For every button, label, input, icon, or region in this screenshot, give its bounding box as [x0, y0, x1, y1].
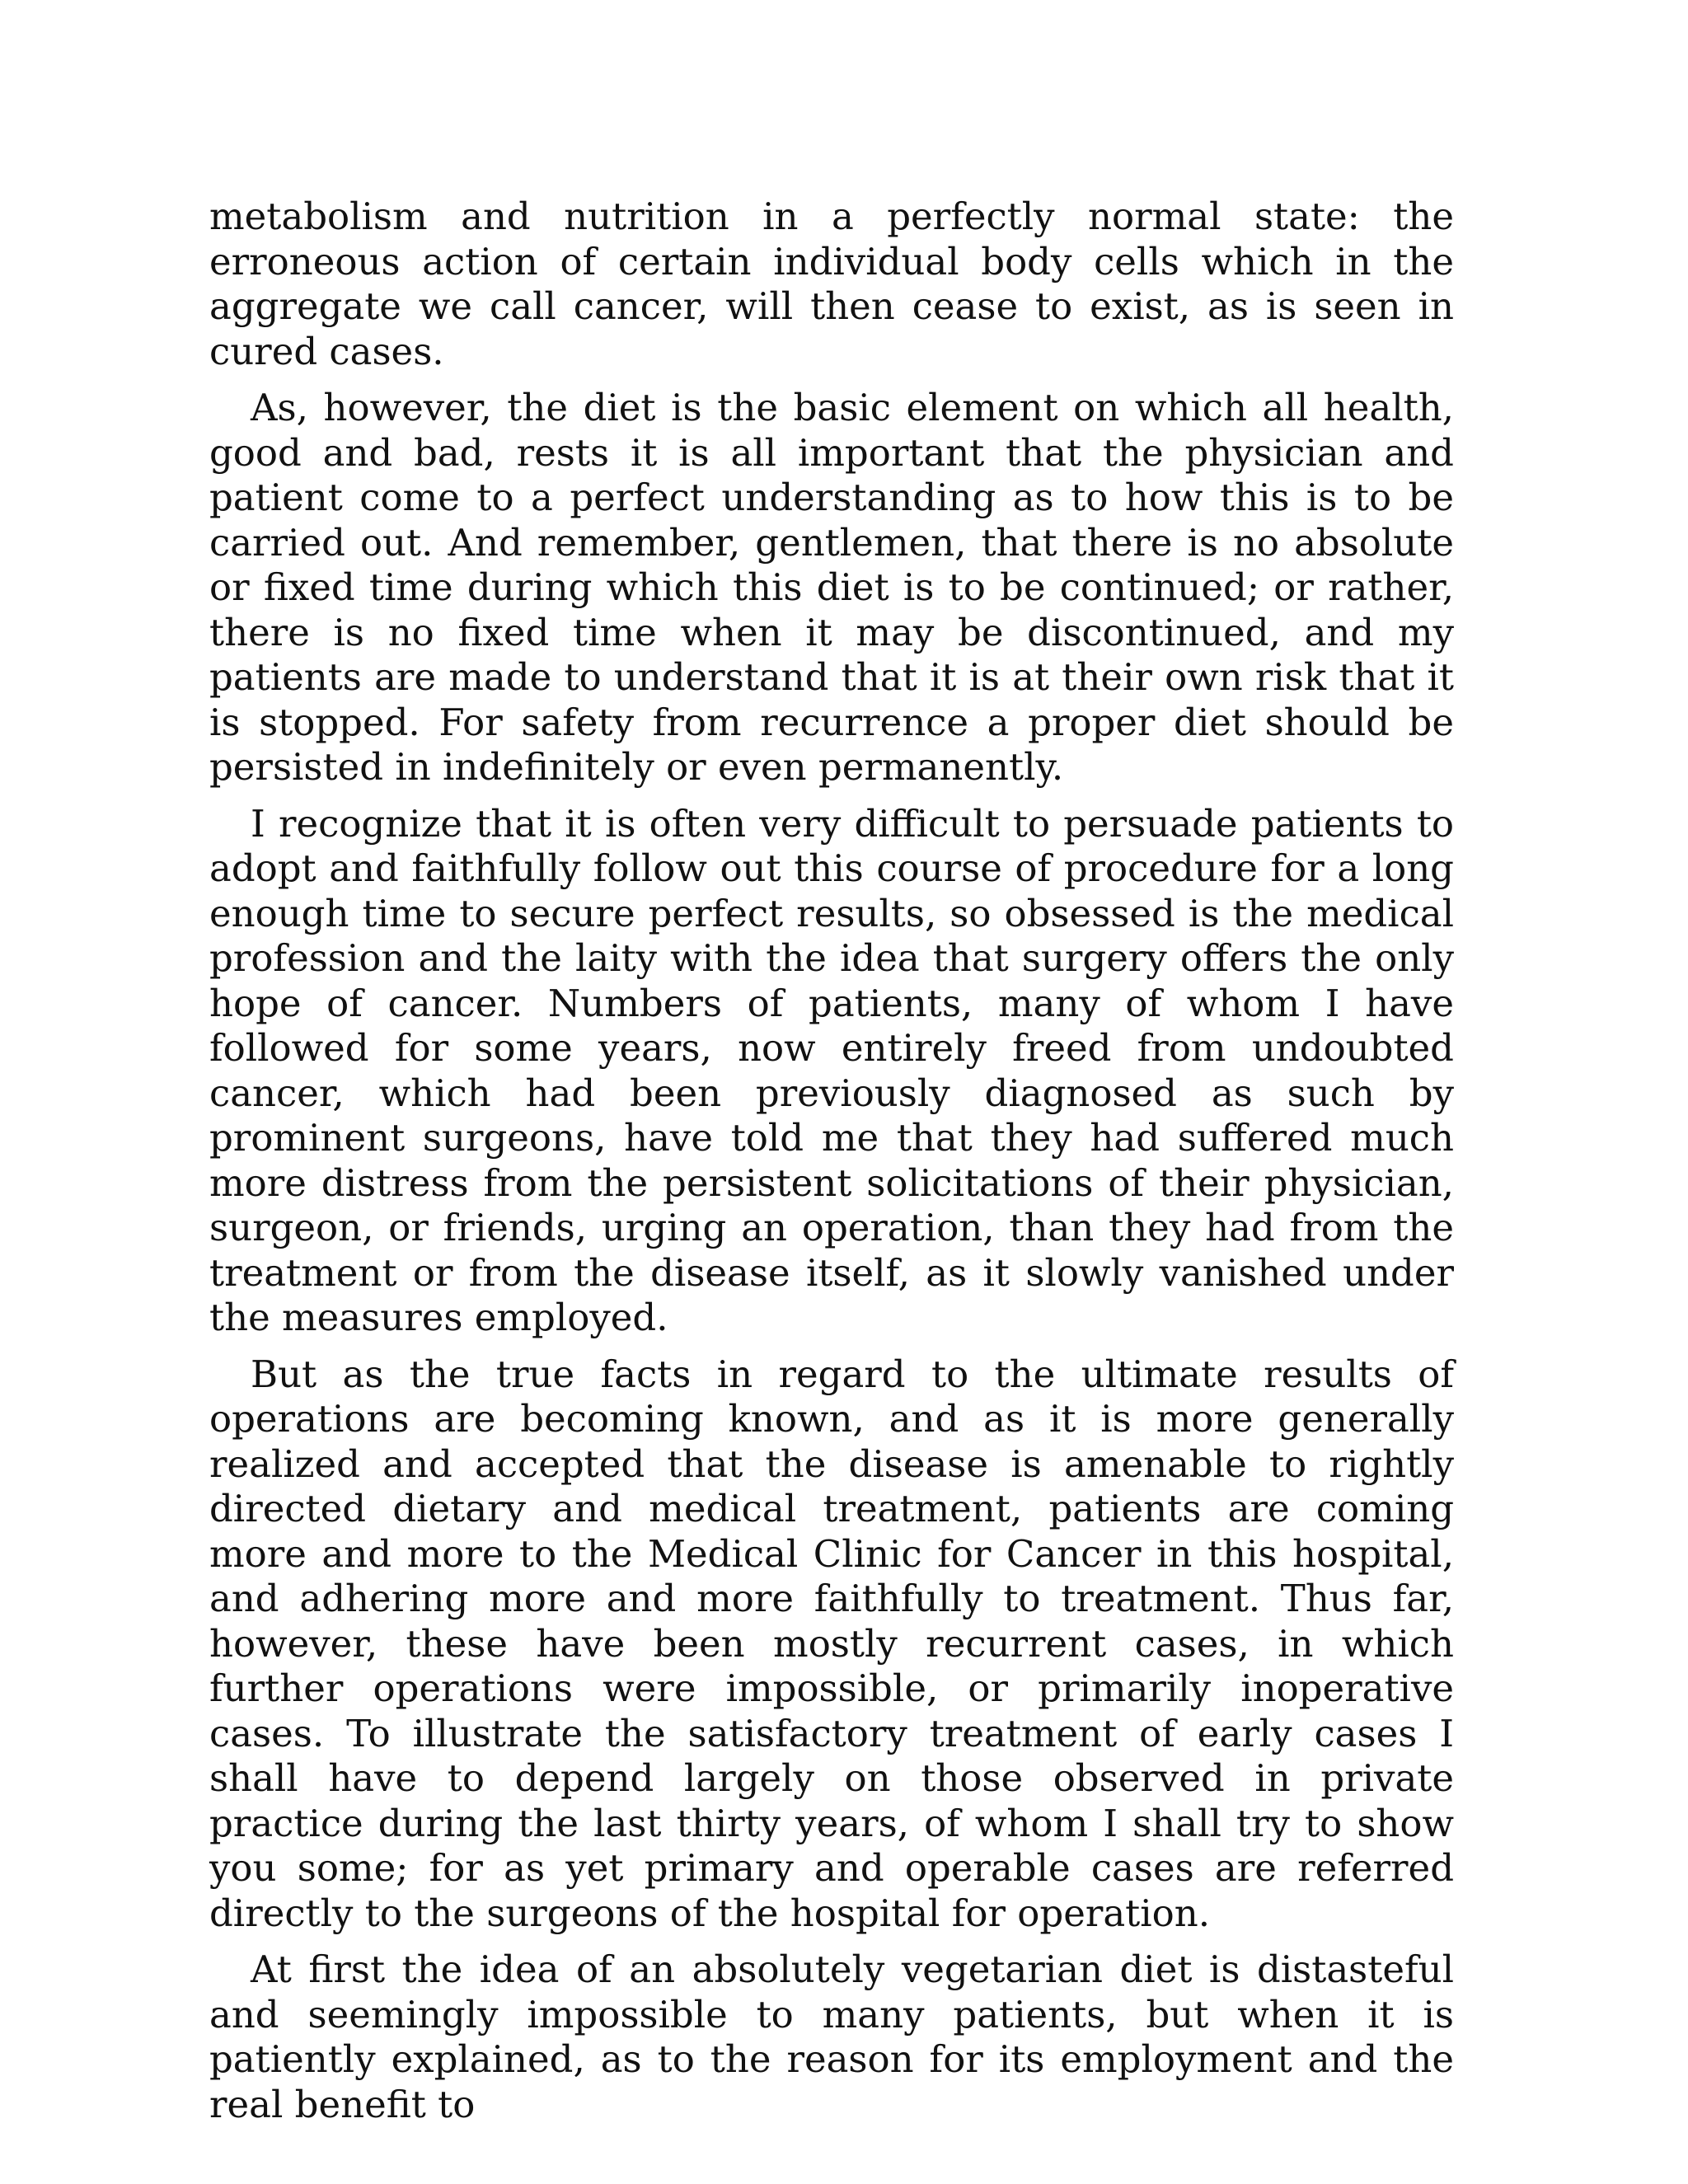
paragraph-4: But as the true facts in regard to the ultimate results of operations are becoming known, and as it is more generally realized and accepted that the disease is amenable to rightly directed dietary and medical treatment, patients are coming more and more to the Medical Clinic for Cancer in this hospital, and adhering more and more faithfully to treatment. Thus far, however, these have been mostly recurrent cases, in which further operations were impossible, or primarily inoperative cases. To illustrate the satisfactory treatment of early cases I shall have to depend largely on those observed in private practice during the last thirty years, of whom I shall try to show you some; for as yet primary and operable cases are referred directly to the surgeons of the hospital for operation.: [209, 1352, 1454, 1935]
paragraph-2: As, however, the diet is the basic element on which all health, good and bad, rests it is all important that the physician and patient come to a perfect understanding as to how this is to be carried out. And remember, gentlemen, that there is no absolute or fixed time during which this diet is to be continued; or rather, there is no fixed time when it may be discontinued, and my patients are made to understand that it is at their own risk that it is stopped. For safety from recurrence a proper diet should be persisted in indefinitely or even permanently.: [209, 386, 1454, 789]
paragraph-3: I recognize that it is often very difficult to persuade patients to adopt and faithfully follow out this course of procedure for a long enough time to secure perfect results, so obsessed is the medical profession and the laity with the idea that surgery offers the only hope of cancer. Numbers of patients, many of whom I have followed for some years, now entirely freed from undoubted cancer, which had been previously diagnosed as such by prominent surgeons, have told me that they had suffered much more distress from the persistent solicitations of their physician, surgeon, or friends, urging an operation, than they had from the treatment or from the disease itself, as it slowly vanished under the measures employed.: [209, 801, 1454, 1339]
paragraph-5: At first the idea of an absolutely vegetarian diet is distasteful and seemingly impossible to many patients, but when it is patiently explained, as to the reason for its employment and the real benefit to: [209, 1947, 1454, 2126]
document-page: [209, 194, 1454, 2127]
paragraph-1: metabolism and nutrition in a perfectly normal state: the erroneous action of certain individual body cells which in the aggregate we call cancer, will then cease to exist, as is seen in cured cases.: [209, 194, 1454, 373]
